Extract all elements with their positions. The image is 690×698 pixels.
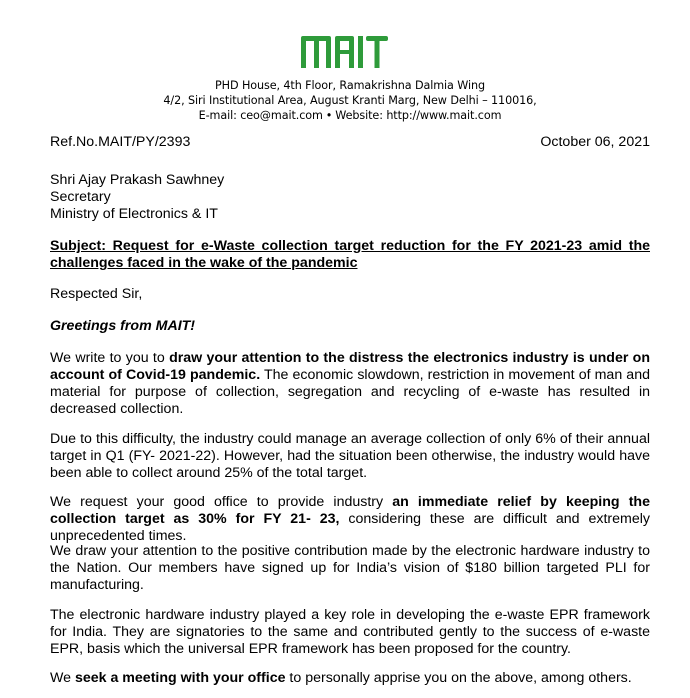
letterhead-address <box>160 78 540 123</box>
subject-line: Subject: Request for e-Waste collection target reduction for the FY 2021-23 amid the challenges faced in the wake of the pandemic <box>50 238 650 271</box>
paragraph-6-part-a: We <box>50 670 75 686</box>
paragraph-5: The electronic hardware industry played a key role in developing the e-waste EPR framework for India. They are signatories to the same and contributed gently to the success of e-waste EPR, basis which the universal EPR framework has been proposed for the country. <box>50 607 650 657</box>
mait-logo <box>0 30 690 75</box>
paragraph-3-part-a: We request your good office to provide industry <box>50 494 393 510</box>
addressee-block <box>50 172 650 223</box>
website-text: Website: http://www.mait.com <box>335 109 502 122</box>
paragraph-6 <box>50 670 650 687</box>
addressee-name: Shri Ajay Prakash Sawhney <box>50 172 225 188</box>
letter-date: October 06, 2021 <box>540 134 650 150</box>
paragraph-3-part-c: considering these are difficult and extremely unprecedented times. <box>50 511 650 544</box>
addressee-title: Secretary <box>50 189 111 205</box>
paragraph-3-emphasis: an immediate relief by keeping the collection target as 30% for FY 21- 23, <box>50 494 650 527</box>
bullet-separator: • <box>325 109 333 122</box>
paragraph-1 <box>50 350 650 418</box>
mait-logo-graphic <box>299 30 391 70</box>
greeting: Greetings from MAIT! <box>50 318 196 334</box>
paragraph-4: We draw your attention to the positive contribution made by the electronic hardware industry to the Nation. Our members have signed up for India’s vision of $180 billion targeted PLI for manufacturing. <box>50 543 650 593</box>
reference-number: Ref.No.MAIT/PY/2393 <box>50 134 191 150</box>
address-line-1: PHD House, 4th Floor, Ramakrishna Dalmia Wing <box>215 79 485 92</box>
addressee-org: Ministry of Electronics & IT <box>50 206 218 222</box>
paragraph-1-part-a: We write to you to <box>50 350 170 366</box>
paragraph-6-emphasis: seek a meeting with your office <box>74 670 286 686</box>
paragraph-2: Due to this difficulty, the industry could manage an average collection of only 6% of their annual target in Q1 (FY- 2021-22). However, had the situation been otherwise, the industry would have been able to collect around 25% of the total target. <box>50 431 650 481</box>
paragraph-6-part-c: to personally apprise you on the above, among others. <box>285 670 632 686</box>
email-text: E-mail: ceo@mait.com <box>198 109 323 122</box>
salutation: Respected Sir, <box>50 286 143 302</box>
paragraph-1-emphasis: draw your attention to the distress the electronics industry is under on account of Covid-19 pandemic. <box>50 350 651 383</box>
address-line-2: 4/2, Siri Institutional Area, August Kranti Marg, New Delhi – 110016, <box>163 94 537 107</box>
paragraph-3 <box>50 494 650 545</box>
contact-line <box>160 108 540 123</box>
paragraph-1-part-c: The economic slowdown, restriction in movement of man and material for purpose of collection, segregation and recycling of e-waste has resulted in decreased collection. <box>50 367 650 417</box>
